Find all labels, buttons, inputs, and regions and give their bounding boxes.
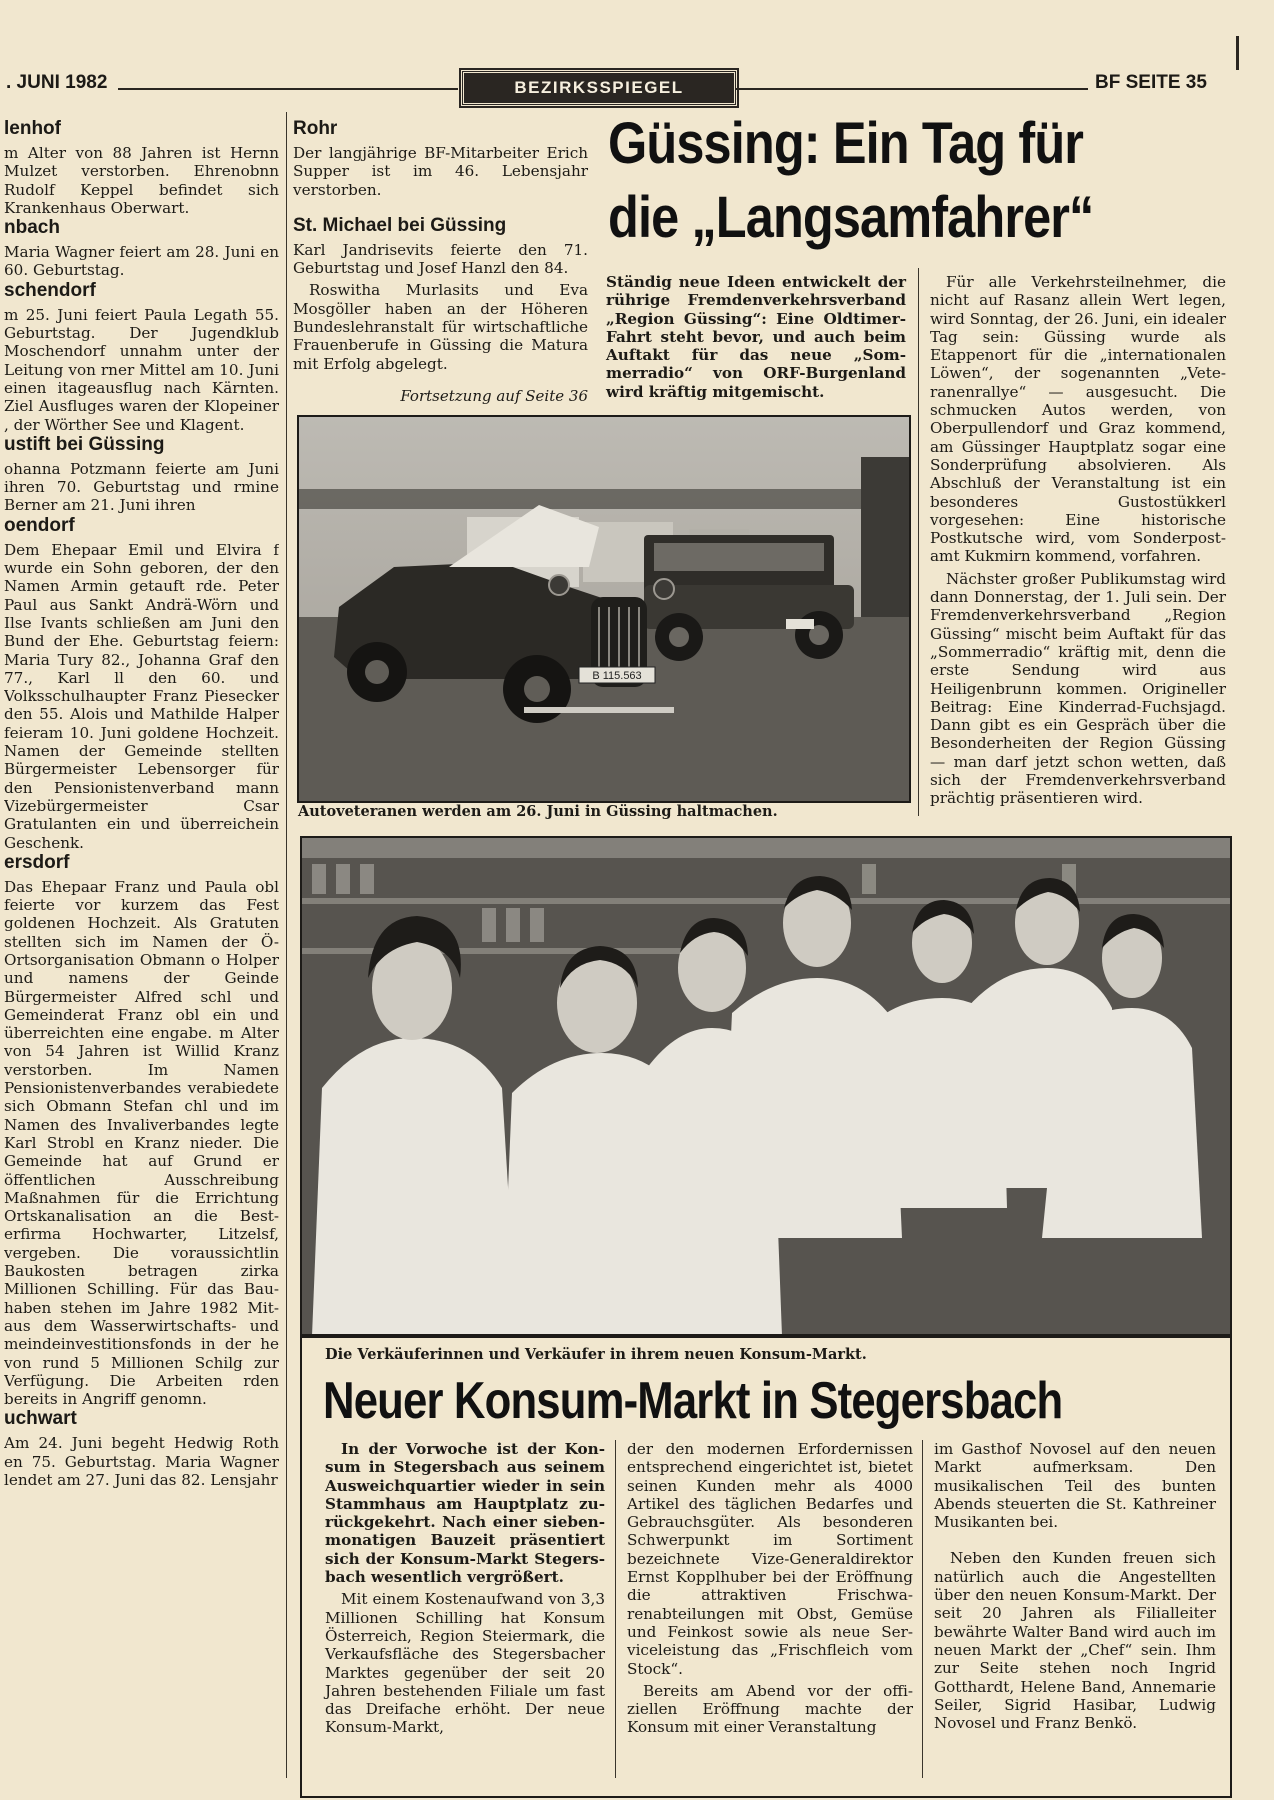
photo-caption: Die Verkäuferinnen und Verkäufer in ihrem neuen Konsum-Markt.	[325, 1346, 867, 1363]
body-paragraph: Bereits am Abend vor der offiziellen Eröffnung machte der Konsum mit einer Veranstaltung	[627, 1681, 913, 1737]
news-heading: lenhof	[4, 118, 61, 139]
news-text: Das Ehepaar Franz und Paula obl feierte vor kurzem das Fest goldenen Hochzeit. Als Gratuten stellten sich im Namen der Ö-Ortsorganisation Obmann o Holper und namens der Geinde Bürgermeister Alfred schl und Gemeinderat Franz obl ein und überreichten eine engabe. m Alter von 54 Jahren ist Willid Kranz verstorben. Im Namen Pensionistenverbandes verabiedete sich Obmann Stefan chl und im Namen des Invaliverbandes legte Karl Strobl en Kranz nieder. Die Gemeinde hat auf Grund er öffentlichen Ausschreibung Maßnahmen für die Errichtung Ortskanalisation an die Besterfirma Hochwarter, Litzelsf, vergeben. Die voraussichtlin Baukosten betragen zirka Millionen Schilling. Für das Bauhaben stehen im Jahre 1982 Mitaus dem Wasserwirtschafts- und meindeinvestitionsfonds in der he von rund 5 Millionen Schilg zur Verfügung. Die Arbeiten rden bereits in Angriff genomn.	[4, 877, 279, 1409]
news-text: Dem Ehepaar Emil und Elvira f wurde ein Sohn geboren, der den Namen Armin getauft rde. Peter Paul aus Sankt Andrä-Wörn und Ilse Ivants schließen am Juni den Bund der Ehe. Geburtstag feiern: Maria Tury 82., Johanna Graf den 77., Karl ll den 60. und Volksschulhaupter Franz Piesecker den 55. Alois und Mathilde Halper feieram 10. Juni goldene Hochzeit. Namen der Gemeinde stellten Bürgermeister Lebensorger für den Pensionistenverband mann Vizebürgermeister Csar Gratulanten ein und überreichein Geschenk.	[4, 540, 279, 852]
article-headline-line1: Güssing: Ein Tag für	[608, 111, 1084, 176]
news-heading: ersdorf	[4, 851, 70, 873]
body-paragraph: Für alle Verkehrsteilnehmer, die nicht auf Rasanz allein Wert legen, wird Sonntag, der 26. Juni, ein idealer Tag sein: Güssing wurde als Etappenort für die „internationalen Löwen“, der sogenannten „Veteranenrallye“ — ausgesucht. Die schmucken Autos werden, von Oberpullendorf und Graz kommend, am Güssinger Hauptplatz sogar eine Sonderprüfung absolvieren. Als Abschluß der Veranstaltung ist ein besonderes Gustostükkerl vorgesehen: Eine historische Postkutsche wird, vom Sonderpostamt Kukmirn kommend, vorfahren.	[930, 273, 1226, 566]
vintage-car-illustration	[299, 417, 909, 801]
issue-date: . JUNI 1982	[6, 72, 108, 93]
news-item	[4, 280, 279, 434]
left-column	[4, 118, 279, 1783]
news-item	[4, 852, 279, 1409]
news-heading: ustift bei Güssing	[4, 433, 165, 455]
body-paragraph: der den modernen Erfordernissen entsprechend eingerichtet ist, bietet seinen Kunden mehr als 4000 Artikel des täglichen Bedarfes und Gebrauchsgüter. Als besonderen Schwerpunkt im Sortiment bezeichnete Vize-Generaldirektor Ernst Kopplhuber bei der Eröffnung die attraktiven Frischwarenabteilungen mit Obst, Gemüse und Feinkost sowie als neue Serviceleistung das „Frischfleich vom Stock“.	[627, 1440, 913, 1678]
news-heading: Rohr	[293, 118, 338, 139]
news-text: Am 24. Juni begeht Hedwig Roth en 75. Geburtstag. Maria Wagner lendet am 27. Juni das 82. Lensjahr	[4, 1434, 279, 1489]
news-text: ohanna Potzmann feierte am Juni ihren 70. Geburtstag und rmine Berner am 21. Juni ihren	[4, 459, 279, 515]
column-rule	[922, 1440, 923, 1778]
page-number: BF SEITE 35	[1095, 72, 1207, 93]
staff-illustration	[302, 838, 1230, 1336]
news-text: Karl Jandrisevits feierte den 71. Geburtstag und Josef Hanzl den 84.	[293, 240, 588, 278]
article2-col1	[325, 1440, 605, 1737]
header-rule-right	[736, 88, 1088, 90]
license-plate: B 115.563	[592, 670, 642, 682]
continued-note: Fortsetzung auf Seite 36	[400, 386, 588, 405]
lead-text: Ständig neue Ideen entwickelt der rührige Fremdenverkehrsverband „Region Güssing“: Eine Oldtimer-Fahrt steht bevor, und auch beim Auftakt für das neue „Sommerradio“ von ORF-Burgenland wird kräftig mitgemischt.	[606, 273, 906, 401]
news-heading: St. Michael bei Güssing	[293, 214, 507, 236]
body-paragraph: Nächster großer Publikumstag wird dann Donnerstag, der 1. Juli sein. Der Fremdenverkehrsverband „Region Güssing“ mischt beim Auftakt für das „Sommerradio“ kräftig mit, denn die erste Sendung wird aus Heiligenbrunn kommen. Origineller Beitrag: Eine Kinderrad-Fuchsjagd. Dann gibt es ein Gespräch über die Besonderheiten der Region Güssing — man darf jetzt schon wetten, daß sich der Fremdenverkehrsverband prächtig präsentieren wird.	[930, 569, 1226, 808]
news-heading: schendorf	[4, 279, 96, 301]
body-paragraph: im Gasthof Novosel auf den neuen Markt aufmerksam. Den musikalischen Teil des bunten Abends steuerten die St. Kathreiner Musikanten bei.	[934, 1440, 1216, 1532]
article2-headline: Neuer Konsum-Markt in Stegersbach	[323, 1372, 1063, 1430]
news-item	[4, 118, 279, 217]
news-text: Der langjährige BF-Mitarbeiter Erich Supper ist im 46. Lebensjahr verstorben.	[293, 144, 588, 199]
section-title: BEZIRKSSPIEGEL	[461, 70, 737, 106]
lead-text: In der Vorwoche ist der Konsum in Stegersbach aus seinem Ausweichquartier wieder in sein Stammhaus am Hauptplatz zurückgekehrt. Nach einer siebenmonatigen Bauzeit präsentiert sich der Konsum-Markt Stegersbach wesentlich vergrößert.	[325, 1440, 605, 1587]
article2-col2	[627, 1440, 913, 1737]
news-item	[4, 434, 279, 515]
photo-caption: Autoveteranen werden am 26. Juni in Güssing haltmachen.	[298, 803, 778, 820]
news-text: m 25. Juni feiert Paula Legath 55. Geburtstag. Der Jugendklub Moschendorf unnahm unter der Leitung von rner Mittel am 10. Juni einen itageausflug nach Kärnten. Ziel Ausfluges waren der Klopeiner , der Wörther See und Klagent.	[4, 305, 279, 434]
article-lead	[606, 273, 906, 401]
article-headline-line2: die „Langsamfahrer“	[608, 185, 1094, 250]
column-rule	[286, 112, 287, 1778]
news-heading: uchwart	[4, 1408, 77, 1430]
header-rule-left	[118, 88, 458, 90]
news-heading: nbach	[4, 217, 60, 239]
news-text: Maria Wagner feiert am 28. Juni en 60. Geburtstag.	[4, 243, 279, 280]
article2-col3	[934, 1440, 1216, 1732]
news-item	[4, 1408, 279, 1489]
article-body	[930, 273, 1226, 808]
body-paragraph: Neben den Kunden freuen sich natürlich auch die Angestellten über den neuen Konsum-Markt. Der seit 20 Jahren als Filialleiter bewährte Walter Band wird auch im neuen Markt der „Chef“ sein. Ihm zur Seite stehen noch Ingrid Gotthardt, Helene Band, Annemarie Seiler, Sigrid Hasibar, Ludwig Novosel und Franz Benkö.	[934, 1549, 1216, 1733]
news-item	[4, 515, 279, 852]
staff-photo	[300, 836, 1232, 1338]
news-text: m Alter von 88 Jahren ist Hernn Mulzet verstorben. Ehrenobnn Rudolf Keppel befindet sich Krankenhaus Oberwart.	[4, 144, 279, 217]
news-item	[4, 217, 279, 280]
column-rule	[615, 1440, 616, 1778]
middle-column	[293, 118, 588, 405]
column-rule	[918, 268, 919, 816]
page-mark	[1236, 36, 1239, 70]
news-heading: oendorf	[4, 514, 75, 536]
body-paragraph: Mit einem Kostenaufwand von 3,3 Millionen Schilling hat Konsum Österreich, Region Steiermark, die Verkaufsfläche des Stegersbacher Marktes gegenüber der seit 20 Jahren bestehenden Filiale um fast das Dreifache erhöht. Der neue Konsum-Markt,	[325, 1590, 605, 1737]
news-text: Roswitha Murlasits und Eva Mosgöller haben an der Höheren Bundeslehranstalt für wirtschaftliche Frauenberufe in Güssing die Matura mit Erfolg abgelegt.	[293, 281, 588, 373]
vintage-car-photo	[297, 415, 911, 803]
